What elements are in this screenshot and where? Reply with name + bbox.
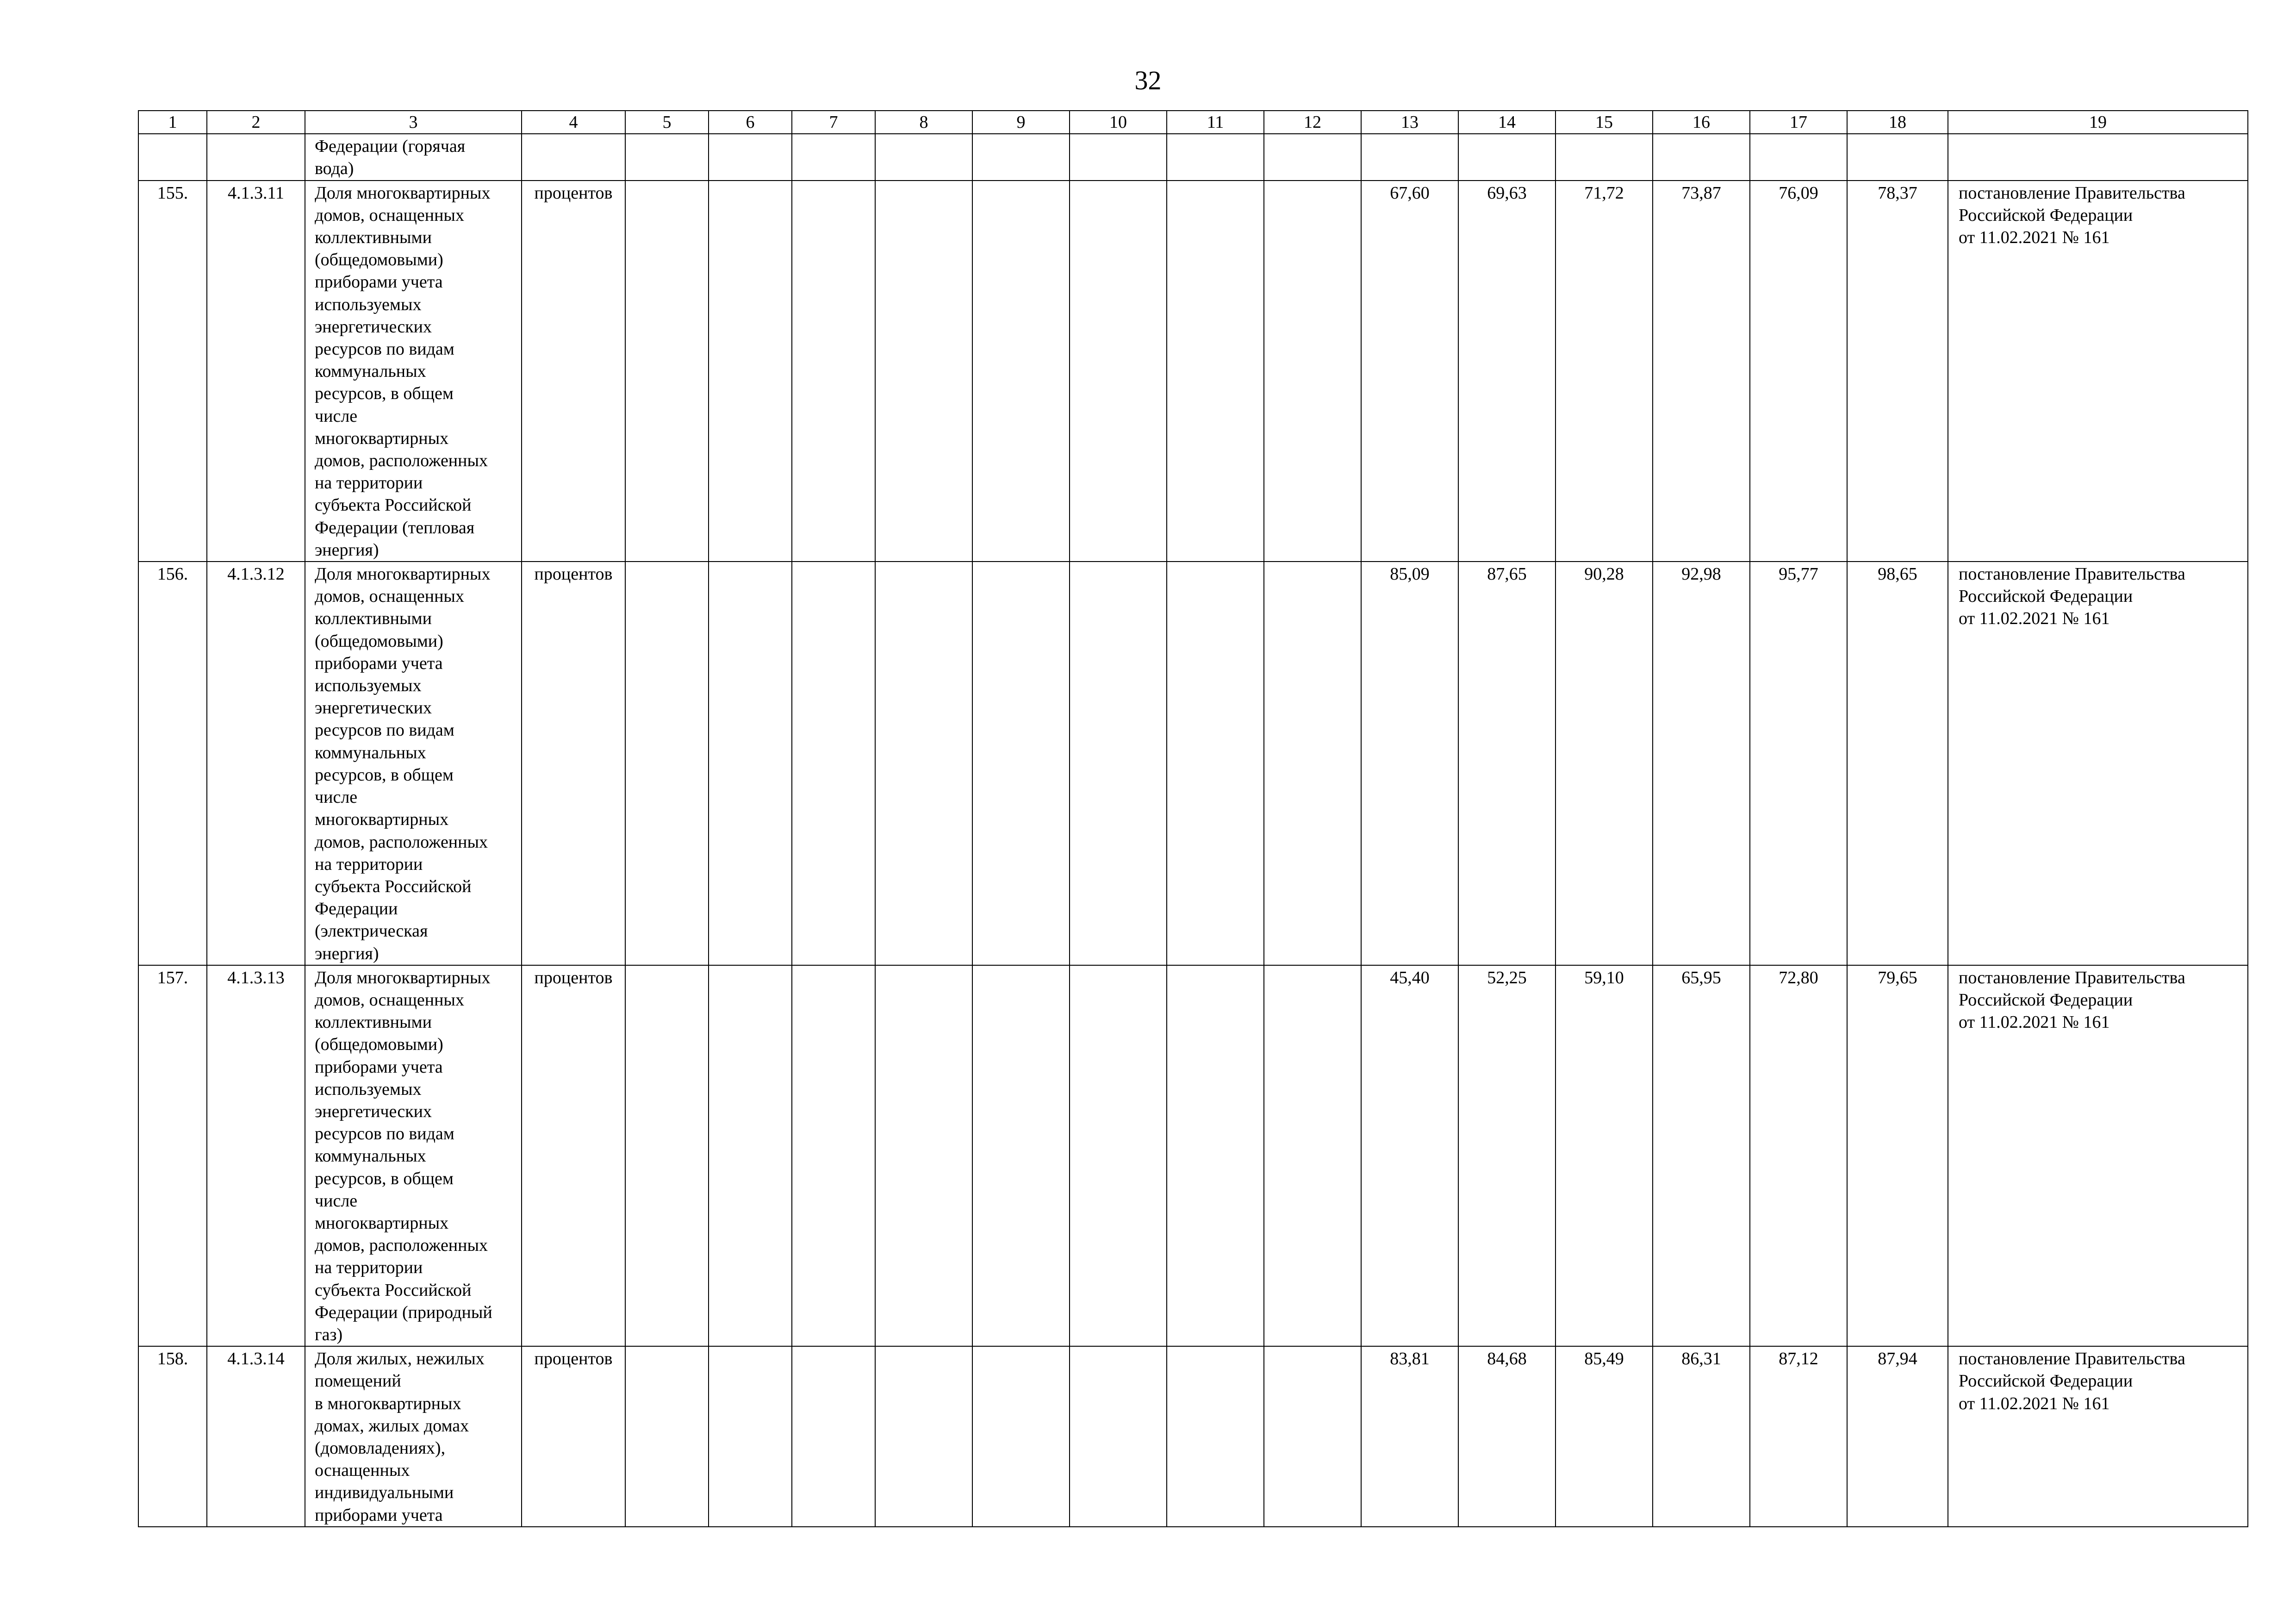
indicator-name: Доля многоквартирных домов, оснащенных коллективными (общедомовыми) приборами учета используемых энергетических ресурсов по видам коммунальных ресурсов, в общем числе многоквартирных домов, расположенных на территории субъекта Российской Федерации (электрическая энергия) — [315, 564, 491, 963]
unit: процентов — [522, 562, 625, 965]
value-col-16: 65,95 — [1653, 965, 1750, 1346]
column-number: 14 — [1458, 111, 1556, 134]
value-col-18: 78,37 — [1847, 181, 1948, 562]
column-number: 11 — [1167, 111, 1264, 134]
column-number: 7 — [792, 111, 875, 134]
indicator-code: 4.1.3.13 — [207, 965, 305, 1346]
column-number: 13 — [1361, 111, 1458, 134]
value-col-14: 87,65 — [1458, 562, 1556, 965]
column-number: 18 — [1847, 111, 1948, 134]
row-number: 157. — [138, 965, 207, 1346]
legal-basis: постановление Правительства Российской Федерации от 11.02.2021 № 161 — [1959, 1349, 2185, 1413]
unit: процентов — [522, 181, 625, 562]
legal-basis: постановление Правительства Российской Федерации от 11.02.2021 № 161 — [1959, 968, 2185, 1032]
indicator-name: Доля жилых, нежилых помещений в многоквартирных домах, жилых домах (домовладениях), оснащенных индивидуальными приборами учета — [315, 1349, 485, 1525]
value-col-14: 52,25 — [1458, 965, 1556, 1346]
column-number: 17 — [1750, 111, 1847, 134]
value-col-17: 95,77 — [1750, 562, 1847, 965]
value-col-13: 83,81 — [1361, 1346, 1458, 1527]
indicator-code: 4.1.3.11 — [207, 181, 305, 562]
table-row — [138, 965, 2248, 1346]
column-number: 9 — [972, 111, 1070, 134]
value-col-17: 76,09 — [1750, 181, 1847, 562]
value-col-18: 98,65 — [1847, 562, 1948, 965]
column-number: 2 — [207, 111, 305, 134]
column-number: 5 — [625, 111, 709, 134]
column-number: 19 — [1948, 111, 2248, 134]
value-col-17: 72,80 — [1750, 965, 1847, 1346]
value-col-16: 92,98 — [1653, 562, 1750, 965]
column-number: 6 — [709, 111, 792, 134]
value-col-15: 71,72 — [1556, 181, 1653, 562]
indicator-name: Доля многоквартирных домов, оснащенных коллективными (общедомовыми) приборами учета используемых энергетических ресурсов по видам коммунальных ресурсов, в общем числе многоквартирных домов, расположенных на территории субъекта Российской Федерации (природный газ) — [315, 968, 492, 1344]
unit: процентов — [522, 965, 625, 1346]
value-col-18: 79,65 — [1847, 965, 1948, 1346]
indicator-name: Федерации (горячая вода) — [315, 137, 466, 179]
legal-basis: постановление Правительства Российской Федерации от 11.02.2021 № 161 — [1959, 183, 2185, 248]
column-number: 16 — [1653, 111, 1750, 134]
column-number-header-row — [138, 111, 2248, 134]
value-col-14: 69,63 — [1458, 181, 1556, 562]
unit: процентов — [522, 1346, 625, 1527]
value-col-15: 90,28 — [1556, 562, 1653, 965]
column-number: 10 — [1070, 111, 1167, 134]
value-col-13: 67,60 — [1361, 181, 1458, 562]
value-col-13: 45,40 — [1361, 965, 1458, 1346]
row-number: 158. — [138, 1346, 207, 1527]
column-number: 3 — [305, 111, 522, 134]
value-col-15: 85,49 — [1556, 1346, 1653, 1527]
column-number: 15 — [1556, 111, 1653, 134]
indicator-name: Доля многоквартирных домов, оснащенных коллективными (общедомовыми) приборами учета используемых энергетических ресурсов по видам коммунальных ресурсов, в общем числе многоквартирных домов, расположенных на территории субъекта Российской Федерации (тепловая энергия) — [315, 183, 491, 560]
value-col-16: 73,87 — [1653, 181, 1750, 562]
column-number: 1 — [138, 111, 207, 134]
value-col-16: 86,31 — [1653, 1346, 1750, 1527]
continuation-row — [138, 134, 2248, 180]
row-number: 155. — [138, 181, 207, 562]
table-row — [138, 181, 2248, 562]
column-number: 8 — [875, 111, 972, 134]
column-number: 12 — [1264, 111, 1361, 134]
indicator-code: 4.1.3.14 — [207, 1346, 305, 1527]
value-col-18: 87,94 — [1847, 1346, 1948, 1527]
value-col-17: 87,12 — [1750, 1346, 1847, 1527]
table-row — [138, 1346, 2248, 1527]
column-number: 4 — [522, 111, 625, 134]
indicator-code: 4.1.3.12 — [207, 562, 305, 965]
page-number: 32 — [1134, 65, 1162, 95]
value-col-15: 59,10 — [1556, 965, 1653, 1346]
indicator-table — [138, 110, 2248, 1527]
row-number: 156. — [138, 562, 207, 965]
value-col-13: 85,09 — [1361, 562, 1458, 965]
value-col-14: 84,68 — [1458, 1346, 1556, 1527]
table-row — [138, 562, 2248, 965]
legal-basis: постановление Правительства Российской Федерации от 11.02.2021 № 161 — [1959, 564, 2185, 629]
